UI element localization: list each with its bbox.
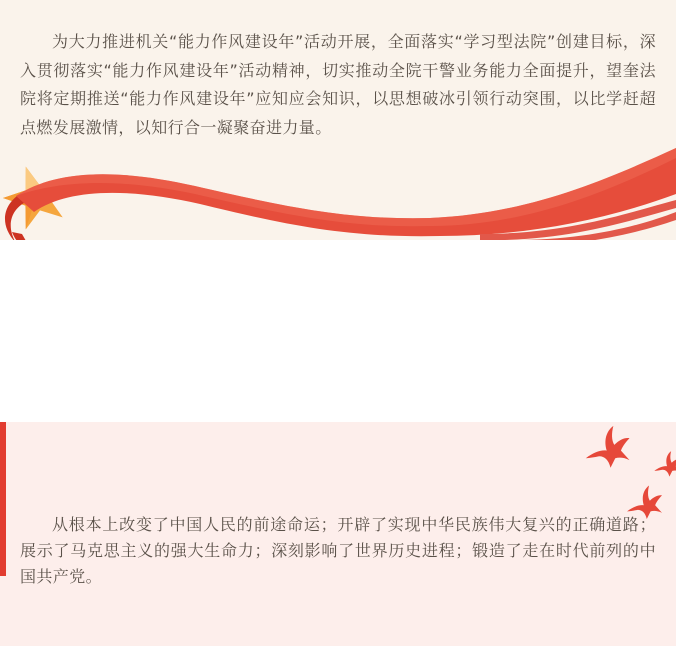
intro-section xyxy=(0,0,676,240)
dove-icon xyxy=(586,426,630,468)
answer-section xyxy=(0,422,676,646)
answer-paragraph: 从根本上改变了中国人民的前途命运；开辟了实现中华民族伟大复兴的正确道路；展示了马克思主义的强大生命力；深刻影响了世界历史进程；锻造了走在时代前列的中国共产党。 xyxy=(20,515,656,586)
dove-icon xyxy=(654,451,676,477)
question-section xyxy=(0,240,676,422)
red-ribbon-star-decoration xyxy=(0,148,676,253)
red-ribbon-icon xyxy=(16,148,676,246)
intro-paragraph: 为大力推进机关“能力作风建设年”活动开展，全面落实“学习型法院”创建目标，深入贯彻落实“能力作风建设年”活动精神，切实推动全院干警业务能力全面提升，望奎法院将定期推送“能力作风建设年”应知应会知识，以思想破冰引领行动突围，以比学赶超点燃发展激情，以知行合一凝聚奋进力量。 xyxy=(20,32,656,137)
